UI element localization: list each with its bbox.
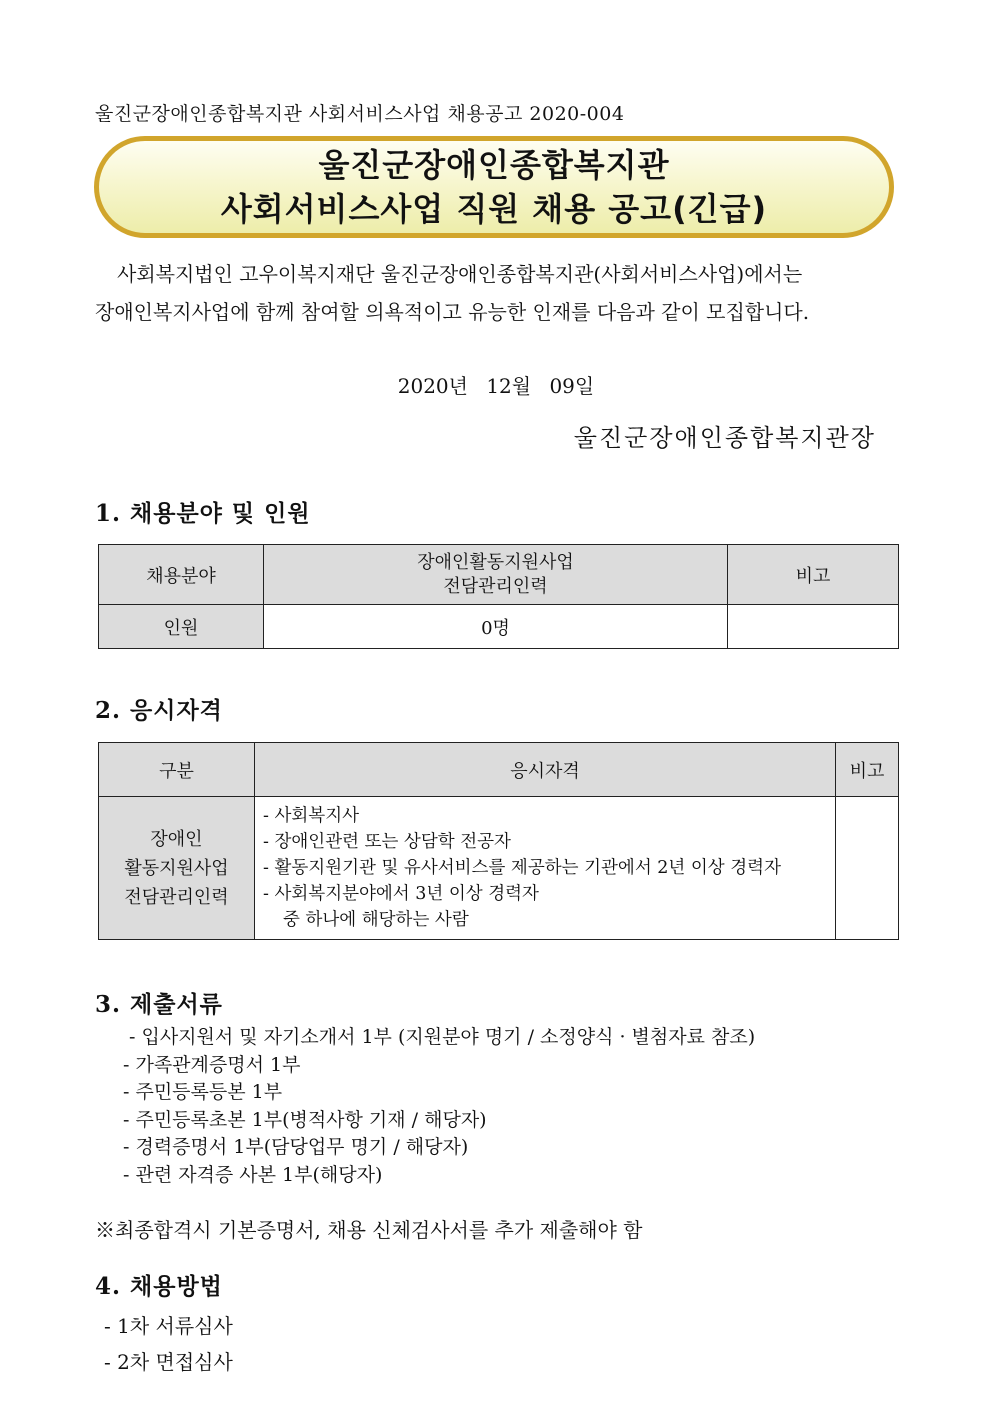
- col-header-field: 채용분야: [99, 545, 264, 605]
- document-item: - 관련 자격증 사본 1부(해당자): [123, 1163, 383, 1186]
- recruitment-table: [98, 544, 899, 649]
- title-line-1: 울진군장애인종합복지관: [318, 146, 670, 184]
- document-item: - 주민등록초본 1부(병적사항 기재 / 해당자): [123, 1108, 487, 1131]
- document-item: - 입사지원서 및 자기소개서 1부 (지원분야 명기 / 소정양식 · 별첨자료 참조): [129, 1026, 756, 1048]
- document-item: - 경력증명서 1부(담당업무 명기 / 해당자): [123, 1136, 469, 1158]
- announcement-date: 2020년 12월 09일: [397, 374, 595, 398]
- col-header-note: 비고: [728, 545, 899, 605]
- document-item: - 가족관계증명서 1부: [123, 1053, 301, 1076]
- intro-paragraph: [95, 255, 895, 331]
- category-line-1: 장애인: [150, 828, 203, 850]
- title-banner: [94, 136, 894, 238]
- document-item: - 주민등록등본 1부: [123, 1081, 283, 1103]
- qualification-table: [98, 742, 899, 940]
- headcount-note: [728, 605, 899, 649]
- section-1-title: 1. 채용분야 및 인원: [95, 500, 311, 527]
- qualification-item: - 활동지원기관 및 유사서비스를 제공하는 기관에서 2년 이상 경력자: [263, 858, 781, 878]
- position-line-1: 장애인활동지원사업: [417, 551, 574, 573]
- intro-line-1: 사회복지법인 고우이복지재단 울진군장애인종합복지관(사회서비스사업)에서는: [117, 262, 803, 286]
- section-4-title: 4. 채용방법: [95, 1273, 223, 1300]
- signer: 울진군장애인종합복지관장: [573, 424, 876, 452]
- notice-number: 울진군장애인종합복지관 사회서비스사업 채용공고 2020-004: [95, 103, 625, 125]
- col-header-position: [264, 545, 728, 605]
- qualification-item: - 사회복지분야에서 3년 이상 경력자: [263, 884, 539, 904]
- category-line-2: 활동지원사업: [124, 857, 229, 879]
- col-header-category: 구분: [99, 743, 255, 797]
- method-step-2: - 2차 면접심사: [104, 1350, 233, 1374]
- section-2-title: 2. 응시자격: [95, 697, 223, 724]
- method-step-1: - 1차 서류심사: [104, 1314, 233, 1338]
- row-label-headcount: 인원: [99, 605, 264, 649]
- position-line-2: 전담관리인력: [443, 575, 548, 597]
- qualification-item: 중 하나에 해당하는 사람: [283, 910, 469, 930]
- required-documents-list: [123, 1024, 755, 1189]
- col-header-qualification: 응시자격: [255, 743, 836, 797]
- category-cell: [99, 797, 255, 940]
- category-line-3: 전담관리인력: [124, 886, 229, 908]
- col-header-remark: 비고: [836, 743, 899, 797]
- qualification-item: - 사회복지사: [263, 806, 360, 826]
- qualification-item: - 장애인관련 또는 상담학 전공자: [263, 832, 511, 852]
- title-line-2: 사회서비스사업 직원 채용 공고(긴급): [220, 190, 768, 228]
- headcount-value: 0명: [264, 605, 728, 649]
- final-pass-note: ※최종합격시 기본증명서, 채용 신체검사서를 추가 제출해야 함: [95, 1218, 643, 1242]
- intro-line-2: 장애인복지사업에 함께 참여할 의욕적이고 유능한 인재를 다음과 같이 모집합니다.: [95, 300, 810, 324]
- section-3-title: 3. 제출서류: [95, 991, 223, 1018]
- qualification-note: [836, 797, 899, 940]
- qualification-list: [255, 797, 836, 940]
